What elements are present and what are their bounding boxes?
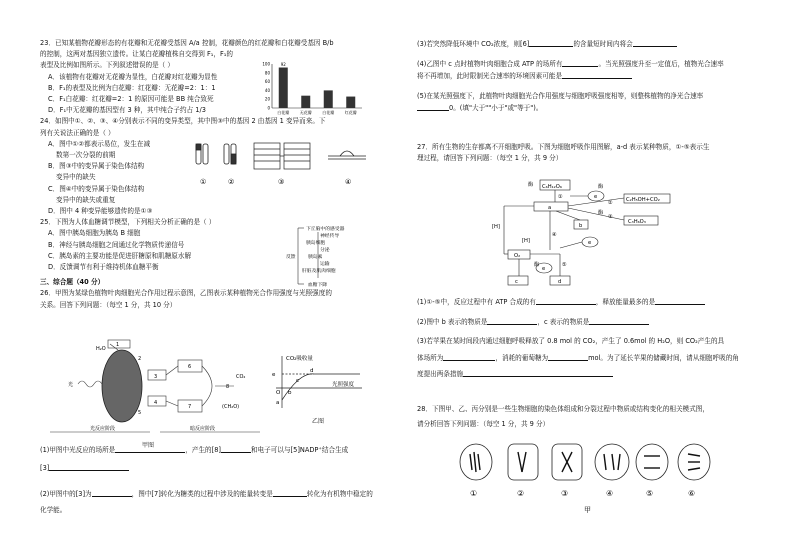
q23-tick-label: 40 (264, 87, 270, 93)
q23-tick-label: 20 (264, 96, 270, 102)
fig-jia-n6: 6 (188, 364, 192, 370)
q23-option-d: D．F₁中无花瓣的基因型有 3 种，其中纯合子约占 1/3 (48, 106, 206, 115)
cell-label-1: ① (470, 489, 478, 498)
q27-step-2: ② (608, 200, 613, 206)
fig-jia-n3: 3 (154, 374, 158, 380)
q27-step-4: ④ (552, 232, 557, 238)
q26-q1-blank-3[interactable] (49, 462, 129, 471)
q23-tick-label: 100 (262, 61, 270, 67)
q27-q2-line (417, 316, 789, 328)
thylakoid-shape (102, 350, 142, 422)
fig-yi-caption: 乙图 (312, 418, 325, 425)
q24-label-3: ③ (278, 178, 285, 186)
q24-label-4: ④ (345, 178, 352, 186)
q26-q4-a: (4)乙图中 c 点时植物叶肉细胞合成 ATP 的场所有 (417, 60, 563, 69)
q24-fig-4-loop (328, 151, 366, 159)
q26-q1-line-2 (40, 462, 412, 474)
q24-option-b: B．图③中的变异属于染色体结构 (48, 162, 145, 171)
q24-fig-1-chromosomes (196, 144, 208, 164)
fig-yi-c: c (296, 378, 300, 384)
q27-ethanol: C₂H₅OH+CO₂ (626, 197, 660, 203)
fig-jia-n1: 1 (116, 342, 120, 348)
q26-q1-blank-2[interactable] (221, 444, 251, 453)
q26-line-2: 关系。回答下列问题：（每空 1 分，共 10 分） (40, 300, 177, 309)
q24-label-2: ② (228, 178, 235, 186)
q23-bar-chart (258, 60, 366, 120)
q26-q3-blank-2[interactable] (633, 38, 677, 47)
q27-q3-b: 体场所为 (417, 353, 444, 362)
q27-q2-b: ，c 表示的物质是 (537, 318, 590, 327)
q26-q5-b: 0。(填"大于""小于"或"等于")。 (449, 103, 543, 112)
fig-jia-n5: 5 (138, 410, 142, 416)
fig-jia-dark-stage: 暗反应阶段 (190, 426, 216, 432)
q27-step-5: ⑤ (562, 262, 567, 268)
q23-line-3: 表型及比例如图所示。下列叙述错误的是（ ） (40, 61, 174, 70)
q26-q1-c: 和电子可以与[5]NADP⁺结合生成 (251, 446, 349, 454)
q24-fig-3-dna (254, 143, 310, 169)
q28-cell-figures (456, 440, 716, 522)
fig-yi-d: d (310, 368, 314, 374)
q26-q2-line (40, 488, 412, 500)
q27-e-1: e (594, 194, 598, 200)
q26-q2-b: ，图中[7]转化为糖类的过程中涉及的能量转变是 (131, 490, 273, 499)
q27-questions (417, 296, 789, 430)
q23-category-label: 白花瓣 (277, 110, 290, 115)
q25-node-feedback: 反馈 (286, 255, 296, 260)
q23-tick-label: 0 (267, 105, 270, 111)
q27-q1-b: ，释放能量最多的是 (595, 298, 656, 306)
q27-a: a (548, 205, 552, 211)
q27-q2-blank-2[interactable] (589, 316, 649, 325)
q26-q2-a: (2)甲图中的[3]为 (40, 490, 92, 499)
q27-q3-e: 度提出两条措施 (417, 369, 464, 378)
q25-node-islet: 胰岛细胞 (306, 241, 326, 246)
q27-q3-line-3 (417, 368, 789, 380)
q25-node-transport: 运输 (320, 262, 330, 267)
q24-option-b-cont: 变异中的缺失 (56, 173, 96, 182)
q26-q4-b: 。当光照强度升至一定值后，植物光合速率 (598, 60, 724, 69)
q24-option-c-cont: 变异中的缺失或重复 (56, 195, 116, 204)
q27-q3-d: mol。为了延长苹果的储藏时间，请从细胞呼吸的角 (588, 353, 739, 362)
q26-photosynthesis-figure (50, 338, 260, 438)
q26-q5-a: (5)在某光照强度下，此植物叶肉细胞光合作用强度与细胞呼吸强度相等，则整株植物的净光合速率 (417, 91, 704, 100)
q26-q4-c: 将不再增加，此时限制光合速率的环境因素可能是 (417, 72, 563, 81)
fig-jia-n8: 8 (226, 384, 230, 390)
fig-jia-co2: CO₂ (236, 374, 246, 380)
fig-yi-e: e (272, 372, 276, 378)
q26-q4-blank-2[interactable] (562, 70, 632, 79)
q25-option-d: D．反馈调节有利于维持机体血糖平衡 (48, 263, 159, 272)
fig-yi-ylabel: CO₂吸收量 (286, 356, 313, 362)
cell-label-5: ⑤ (646, 489, 654, 498)
right-column (417, 38, 789, 164)
q25-node-nerve: 神经传导 (320, 234, 340, 239)
q27-d: d (558, 279, 562, 285)
q23-line-2: 的控制，这两对基因独立遗传。让某白花瓣植株自交得到 F₁，F₁的 (40, 50, 233, 59)
q26-q2-blank-2[interactable] (273, 488, 307, 497)
q23-category-label: 白花瓣 (322, 110, 335, 115)
q26-q3-line (417, 38, 789, 50)
q23-bar (301, 96, 310, 108)
q25-option-c: C．胰岛素的主要功能是促进肝糖原和肌糖原水解 (48, 251, 192, 260)
q26-q3-a: (3)若突然降低环境中 CO₂浓度，则[6] (417, 40, 530, 48)
q26-q1-d: [3] (40, 464, 50, 473)
q25-node-secrete: 分泌 (320, 248, 330, 253)
fig-yi-b: b (288, 390, 292, 396)
fig-jia-h2o: H₂O (96, 346, 106, 352)
q26-q1-a: (1)甲图中光反应的场所是 (40, 446, 116, 454)
q27-h-1: [H] (492, 224, 500, 230)
q25-node-drop: 血糖下降 (308, 283, 328, 288)
q27-line-1: 27．所有生物的生存都离不开细胞呼吸。下图为细胞呼吸作用图解，a-d 表示某种物质，①-⑤表示生 (417, 143, 710, 152)
q27-respiration-diagram (490, 176, 710, 294)
q26-q4-blank-1[interactable] (562, 58, 598, 67)
fig-jia-ch2o: (CH₂O) (222, 404, 240, 410)
box-c (508, 276, 528, 285)
q26-light-curve (270, 352, 368, 412)
fig-jia-light: 光 (68, 382, 74, 388)
q27-line-2: 理过程，请回答下列问题：（每空 1 分，共 9 分） (417, 154, 563, 163)
section-3-heading: 三、综合题（40 分） (40, 278, 105, 287)
fig-yi-a: a (276, 400, 280, 406)
q24-option-c: C．图④中的变异属于染色体结构 (48, 184, 145, 193)
q27-enzyme-1: 酶 (528, 182, 534, 188)
q27-lactic: C₃H₆O₃ (628, 219, 646, 225)
q27-q1-blank-2[interactable] (655, 296, 705, 305)
q24-fig-2-chromosomes (224, 144, 236, 164)
cell-label-2: ② (517, 489, 525, 498)
q23-bar (279, 68, 288, 108)
cell-4 (595, 444, 629, 480)
q27-c: c (515, 279, 518, 285)
q24-figure (190, 140, 370, 192)
q27-q3-c: ，消耗的葡萄糖为 (495, 353, 549, 362)
q26-q5-blank[interactable] (417, 102, 449, 111)
q27-q1-blank-1[interactable] (536, 296, 596, 305)
q25-node-insulin: 胰岛素 (308, 255, 323, 260)
q24-option-a-cont: 数第一次分裂的前期 (56, 151, 116, 160)
q26-q5-line-2 (417, 102, 789, 114)
q28-line-2: 请分析回答下列问题：（每空 1 分，共 9 分） (417, 420, 550, 429)
q27-e-2: e (588, 240, 592, 246)
q24-option-d: D．图中 4 种变异能够遗传的是①③ (48, 207, 153, 216)
q23-tick-label: 60 (264, 79, 270, 85)
q27-glucose: C₆H₁₂O₆ (542, 184, 562, 190)
q27-step-1: ① (558, 194, 563, 200)
q27-q3-blank-2[interactable] (548, 352, 588, 361)
cell-label-6: ⑥ (688, 489, 696, 498)
q25-node-receptor: 下丘脑中的感受器 (306, 227, 345, 232)
q24-option-a: A．图中①②都表示易位，发生在减 (48, 139, 151, 148)
q27-e-3: e (542, 266, 546, 272)
q26-q3-b: 的含量短时间内将会 (573, 40, 633, 48)
cell-label-3: ③ (561, 489, 569, 498)
q26-q1-b: ，产生的[8] (185, 446, 221, 454)
q28-caption: 甲 (584, 506, 591, 514)
q25-option-a: A．图中胰岛细胞为胰岛 B 细胞 (48, 229, 141, 238)
cell-5 (636, 444, 668, 480)
q25-option-b: B．神经与胰岛细胞之间通过化学物质传递信号 (48, 240, 185, 249)
q27-enzyme-2: 酶 (598, 184, 604, 190)
q26-q4-line-2 (417, 70, 789, 82)
q23-bar (346, 97, 355, 108)
cell-1 (460, 444, 492, 480)
fig-jia-n2: 2 (138, 356, 142, 362)
q27-q2-a: (2)图中 b 表示的物质是 (417, 318, 488, 327)
q27-q2-blank-1[interactable] (487, 316, 537, 325)
q26-q2-c: 转化为有机物中稳定的 (306, 490, 373, 499)
q26-q3-blank-1[interactable] (529, 38, 573, 47)
q27-q3-blank-3[interactable] (463, 368, 613, 377)
fig-yi-xlabel: 光照强度 (332, 382, 355, 388)
q27-q3-a: (3)若苹果在某时间段内通过细胞呼吸释放了 0.8 mol 的 CO₂，产生了 0.6mol 的 H₂O，则 CO₂产生的具 (417, 337, 725, 346)
fig-yi-origin: O (276, 390, 281, 396)
q23-category-label: 红花瓣 (344, 110, 357, 115)
q24-label-1: ① (200, 178, 207, 186)
fig-jia-caption: 甲图 (142, 442, 155, 449)
q27-q3-blank-1[interactable] (443, 352, 495, 361)
q23-tick-label: 80 (264, 70, 270, 76)
q23-option-a: A．该植物有花瓣对无花瓣为显性，白花瓣对红花瓣为显性 (48, 72, 218, 81)
q23-bar (324, 90, 333, 108)
q28-line-1: 28．下图甲、乙、丙分别是一些生物细胞的染色体组成和分裂过程中物质或结构变化的相关模式图， (417, 405, 709, 414)
q27-h-2: [H] (522, 238, 530, 244)
q27-enzyme-4: 酶 (534, 262, 540, 268)
q26-q1-line (40, 444, 412, 456)
q25-line-1: 25．下图为人体血糖调节模型，下列相关分析正确的是（ ） (40, 218, 216, 227)
cell-2 (508, 444, 538, 480)
q23-line-1: 23．已知某植物花瓣形态的有花瓣和无花瓣受基因 A/a 控制，花瓣颜色的红花瓣和白花瓣受基因 B/b (40, 39, 334, 47)
q27-q1-a: (1)①-⑤中，反应过程中有 ATP 合成的有 (417, 298, 536, 306)
q23-option-b: B．F₁的表型及比例为白花瓣：红花瓣：无花瓣=2：1：1 (48, 83, 216, 92)
q24-line-2: 列有关说法正确的是（ ） (40, 128, 115, 137)
cell-label-4: ④ (606, 489, 614, 498)
q24-line-1: 24．如图中①、②、③、④分别表示不同的变异类型，其中图③中的基因 2 由基因 1 变异而来。下 (40, 117, 326, 126)
q27-q3-line-2 (417, 352, 789, 364)
q25-node-liver: 肝脏及肌肉细胞 (302, 269, 336, 274)
fig-jia-n4: 4 (154, 400, 158, 406)
fig-jia-light-stage: 光反应阶段 (90, 426, 116, 432)
q27-o2: O₂ (514, 253, 521, 259)
q26-q2-d: 化学能。 (40, 505, 67, 514)
q26-q2-blank-1[interactable] (92, 488, 132, 497)
fig-jia-n7: 7 (188, 404, 192, 410)
q26-q4-line (417, 58, 789, 70)
q23-option-c: C．F₁白花瓣：红花瓣=2：1 的原因可能是 BB 纯合致死 (48, 95, 214, 104)
q26-questions-left (40, 444, 412, 516)
q23-value-label: 92 (280, 62, 286, 68)
q27-q1-line (417, 296, 789, 308)
q27-b: b (579, 223, 583, 229)
q23-category-label: 无花瓣 (299, 110, 312, 115)
q25-blood-sugar-diagram (284, 222, 376, 288)
q26-q1-blank-1[interactable] (115, 444, 185, 453)
q26-line-1: 26．甲图为某绿色植物叶肉细胞光合作用过程示意图，乙图表示某种植物光合作用强度与光照强度的 (40, 289, 332, 298)
q27-enzyme-3: 酶 (598, 210, 604, 216)
q27-step-3: ③ (608, 214, 613, 220)
